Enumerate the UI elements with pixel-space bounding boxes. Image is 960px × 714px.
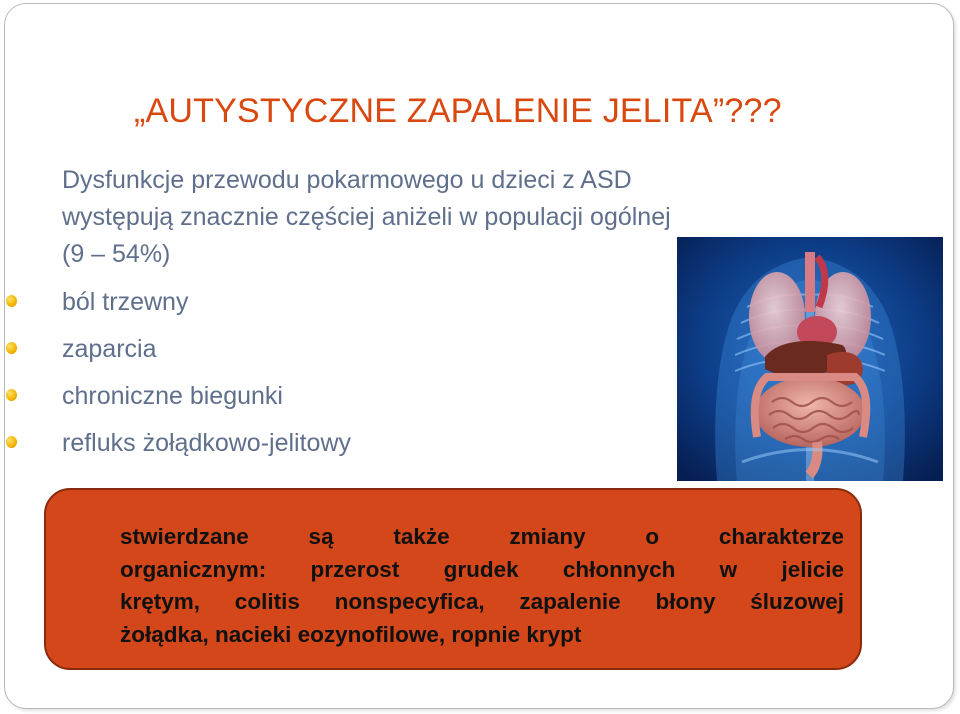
list-item	[0, 424, 351, 471]
bullet-dot-icon	[6, 342, 17, 354]
list-item-text: chroniczne biegunki	[62, 382, 283, 410]
intro-line: występują znacznie częściej aniżeli w populacji ogólnej	[62, 203, 671, 231]
list-item	[0, 377, 351, 424]
slide-title: „AUTYSTYCZNE ZAPALENIE JELITA”???	[134, 92, 782, 130]
bullet-dot-icon	[6, 295, 17, 307]
list-item-text: ból trzewny	[62, 288, 189, 316]
callout-box	[44, 488, 862, 670]
list-item	[0, 283, 351, 330]
list-item-text: zaparcia	[62, 335, 157, 363]
intro-line: Dysfunkcje przewodu pokarmowego u dzieci z ASD	[62, 166, 632, 194]
callout-line: krętym, colitis nonspecyfica, zapalenie błony śluzowej	[120, 589, 844, 614]
callout-line: stwierdzane są także zmiany o charakterze	[120, 524, 844, 549]
list-item-text: refluks żołądkowo-jelitowy	[62, 429, 352, 457]
symptom-list	[0, 283, 351, 471]
digestive-system-illustration	[677, 237, 943, 481]
callout-text	[120, 521, 844, 651]
bullet-dot-icon	[6, 436, 17, 448]
intro-line: (9 – 54%)	[62, 240, 171, 268]
anatomy-image	[677, 237, 943, 481]
callout-line: żołądka, nacieki eozynofilowe, ropnie krypt	[120, 621, 582, 647]
bullet-dot-icon	[6, 389, 17, 401]
callout-line: organicznym: przerost grudek chłonnych w jelicie	[120, 556, 844, 582]
list-item	[0, 330, 351, 377]
